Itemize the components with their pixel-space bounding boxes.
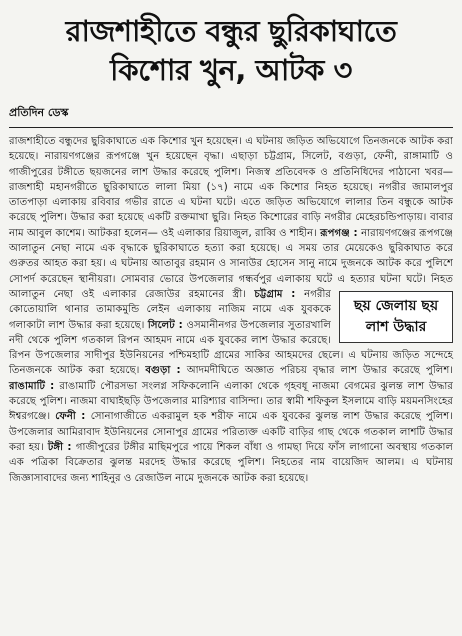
headline-line-1: রাজশাহীতে বন্ধুর ছুরিকাঘাতে [65, 14, 397, 48]
paragraph-sylhet: ওসমানীনগর উপজেলার সুতারখালি নদী থেকে পুলিশ গতকাল রিপন আহমদ নামে এক যুবকের লাশ উদ্ধার করেছে। রিপন উপজেলার সাদীপুর ইউনিয়নের পশ্চিমহাটি গ্রামের সাকির আহমদের ছেলে। এ ঘটনায় জড়িত সন্দেহে তিনজনকে আটক করা হয়েছে। [9, 319, 453, 377]
keyword-rupganj: রূপগঞ্জ : [320, 227, 362, 239]
paragraph-bogura: আদমদীঘিতে অজ্ঞাত পরিচয় বৃদ্ধার লাশ উদ্ধার করেছে পুলিশ। [186, 365, 454, 377]
keyword-tongi: টঙ্গী : [47, 441, 76, 453]
paragraph-rupganj-a: নারায়ণগঞ্জের রূপগঞ্জে আলাতুন নেছা নামে এক বৃদ্ধাকে ছুরিকাঘাতে হত্যা করা হয়েছে। এ সময় তার মেয়েকেও ছুরিকাঘাত করে গুরুতর আহত করা হয়। এ ঘটনায় আতাবুর রহমান ও সানাউর হোসেন সানু নামে দুজনকে আটক করে পুলিশে সোপর্দ করেছেন স্থানীয়রা। সোমবার ভোরে উপজেলার গন্ধর্বপুর এলাকায় ঘটে এ হত্যার ঘটনা ঘটে। নিহত আলাতুন নেছা ওই এলাকার রেজাউর রহমানের স্ত্রী। [9, 227, 453, 300]
keyword-bogura: বগুড়া : [145, 365, 187, 377]
keyword-rangamati: রাঙামাটি : [9, 380, 60, 392]
keyword-sylhet: সিলেট : [147, 319, 187, 331]
sidebox-line-2: লাশ উদ্ধার [365, 318, 427, 335]
byline: প্রতিদিন ডেস্ক [9, 106, 69, 119]
article-body [9, 134, 453, 486]
headline [9, 12, 453, 90]
paragraph-rajshahi: রাজশাহীতে বন্ধুদের ছুরিকাঘাতে এক কিশোর খুন হয়েছেন। এ ঘটনায় জড়িত অভিযোগে তিনজনকে আটক করা হয়েছে। নারায়ণগঞ্জের রূপগঞ্জে খুন হয়েছেন বৃদ্ধা। এছাড়া চট্টগ্রাম, সিলেট, বগুড়া, ফেনী, রাঙ্গামাটি ও গাজীপুরের টঙ্গীতে ছয়জনের লাশ উদ্ধার করেছে পুলিশ। নিজস্ব প্রতিবেদক ও প্রতিনিধিদের পাঠানো খবর— রাজশাহী মহানগরীতে ছুরিকাঘাতে লালা মিয়া (১৭) নামে এক কিশোর নিহত হয়েছে। নগরীর জামালপুর তাতপাড়া এলাকায় রবিবার গভীর রাতে এ ঘটনা ঘটে। এতে জড়িত অভিযোগে লালার তিন বন্ধুকে আটক করেছে পুলিশ। উদ্ধার করা হয়েছে একটি রক্তমাখা ছুরি। নিহত কিশোরের বাড়ি নগরীর মেহেরচন্ডিপাড়ায়। বাবার নাম আবুল কাশেম। আটকরা হলেন— ওই এলাকার রিয়াজুল, রাব্বি ও শাহীন। [9, 136, 453, 239]
keyword-chattogram: চট্টগ্রাম : [254, 288, 305, 300]
paragraph-chattogram: নগরীর কোতোয়ালি থানার তামাকমুন্ডি লেইন এলাকায় নাজিম নামে এক যুবককে গলাকাটা লাশ উদ্ধার করা হয়েছে। [9, 288, 331, 331]
paragraph-rangamati: রাঙামাটি পৌরসভা সংলগ্ন সফিকলোনি এলাকা থেকে গৃহবধূ নাজমা বেগমের ঝুলন্ত লাশ উদ্ধার করেছে পুলিশ। নাজমা বাঘাইছড়ি উপজেলার মারিশ্যার বাসিন্দা। তার স্বামী শফিকুল ইসলামে বাড়ি ময়মনসিংহের ঈশ্বরগঞ্জে। [9, 380, 453, 423]
headline-line-2: কিশোর খুন, আটক ৩ [110, 53, 352, 87]
keyword-feni: ফেনী : [55, 411, 91, 423]
sidebox-line-1: ছয় জেলায় ছয় [353, 297, 439, 314]
byline-rule [9, 127, 453, 128]
sidebox [339, 291, 453, 343]
paragraph-feni: সোনাগাজীতে একরামুল হক শরীফ নামে এক যুবকের ঝুলন্ত লাশ উদ্ধার করেছে পুলিশ। উপজেলার আমিরাবাদ ইউনিয়নের সোনাপুর গ্রামের পরিত্যক্ত একটি বাড়ির গাছ থেকে গতকাল লাশটি উদ্ধার করা হয়। [9, 411, 453, 453]
paragraph-tongi: গাজীপুরের টঙ্গীর মাছিমপুরে পায়ে শিকল বাঁধা ও গামছা দিয়ে ফাঁস লাগানো অবস্থায় গতকাল এক পত্রিকা বিক্রেতার ঝুলন্ত মরদেহ উদ্ধার করেছে পুলিশ। নিহতের নাম বায়েজিদ আলম। এ ঘটনায় জিজ্ঞাসাবাদের জন্য শাহিনুর ও রেজাউল নামে দুজনকে আটক করা হয়েছে। [9, 441, 454, 484]
